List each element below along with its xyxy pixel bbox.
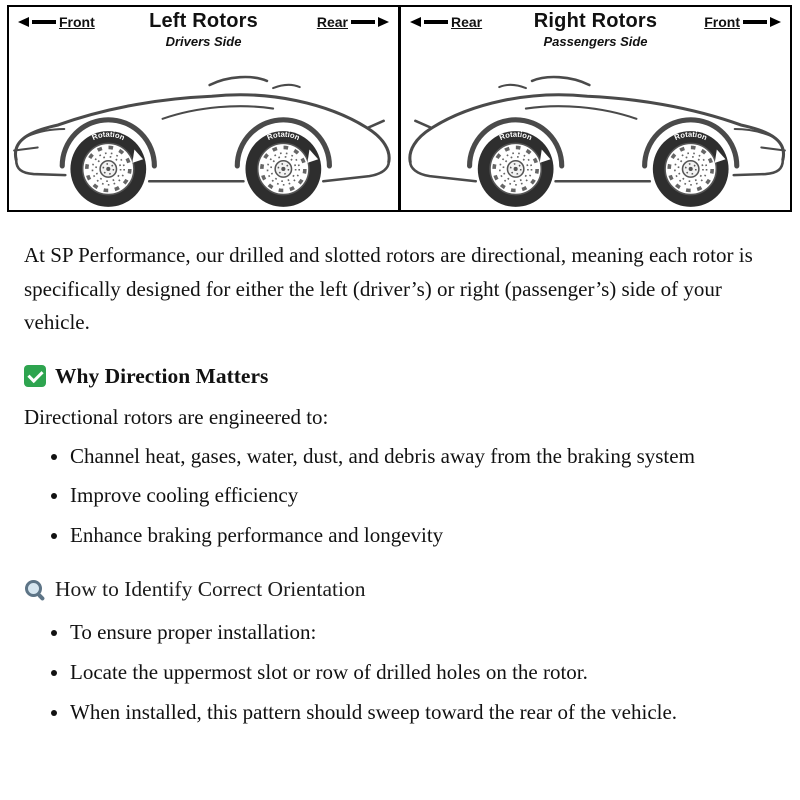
right-car-illustration	[401, 58, 790, 214]
left-panel-header	[9, 7, 398, 58]
list-item: • When installed, this pattern should sweep toward the rear of the vehicle.	[70, 696, 718, 729]
front-direction-label	[18, 14, 95, 30]
list-item: • To ensure proper installation:	[70, 616, 718, 649]
corner-label: Rear	[316, 14, 348, 30]
check-icon	[24, 365, 46, 387]
panel-subtitle: Passengers Side	[543, 34, 648, 49]
left-car-illustration	[9, 58, 398, 214]
rear-direction-label	[317, 14, 389, 30]
intro-paragraph: At SP Performance, our drilled and slotted rotors are directional, meaning each rotor is specifically designed for either the left (driver’s) or right (passenger’s) side of your vehicle.	[24, 243, 753, 335]
list-item: • Channel heat, gases, water, dust, and debris away from the braking system	[70, 440, 718, 473]
front-direction-label	[704, 14, 781, 30]
magnifier-icon	[24, 579, 46, 601]
identify-orientation-bullet-list	[24, 616, 774, 728]
rear-direction-label	[410, 14, 482, 30]
arrow-shaft	[351, 20, 375, 24]
panel-title: Right Rotors	[533, 10, 658, 32]
left-rotors-panel	[7, 5, 400, 212]
arrow-shaft	[32, 20, 56, 24]
right-rotors-panel	[399, 5, 792, 212]
panel-title: Left Rotors	[149, 10, 258, 32]
front-rotor	[653, 130, 729, 207]
arrow-left-icon	[410, 17, 421, 27]
rear-rotor	[478, 130, 554, 207]
rear-rotor	[245, 130, 321, 207]
arrow-right-icon	[378, 17, 389, 27]
article-body	[0, 212, 800, 728]
why-direction-matters-heading	[24, 364, 774, 389]
corner-label: Front	[704, 14, 740, 30]
list-item: • Locate the uppermost slot or row of drilled holes on the rotor.	[70, 656, 718, 689]
list-item: • Enhance braking performance and longevity	[70, 519, 718, 552]
left-panel-titles	[149, 10, 258, 49]
panel-subtitle: Drivers Side	[165, 34, 242, 49]
front-rotor	[70, 130, 146, 207]
engineered-to-lead: Directional rotors are engineered to:	[24, 404, 329, 429]
list-item: • Improve cooling efficiency	[70, 479, 718, 512]
corner-label: Rear	[451, 14, 483, 30]
arrow-shaft	[424, 20, 448, 24]
corner-label: Front	[59, 14, 95, 30]
heading-text: Why Direction Matters	[55, 363, 269, 388]
why-direction-bullet-list	[24, 440, 774, 552]
arrow-right-icon	[770, 17, 781, 27]
arrow-left-icon	[18, 17, 29, 27]
identify-orientation-heading	[24, 577, 774, 602]
right-panel-header	[401, 7, 790, 58]
rotor-diagram	[7, 5, 793, 212]
right-panel-titles	[534, 10, 658, 49]
heading-text: How to Identify Correct Orientation	[55, 577, 366, 602]
arrow-shaft	[743, 20, 767, 24]
